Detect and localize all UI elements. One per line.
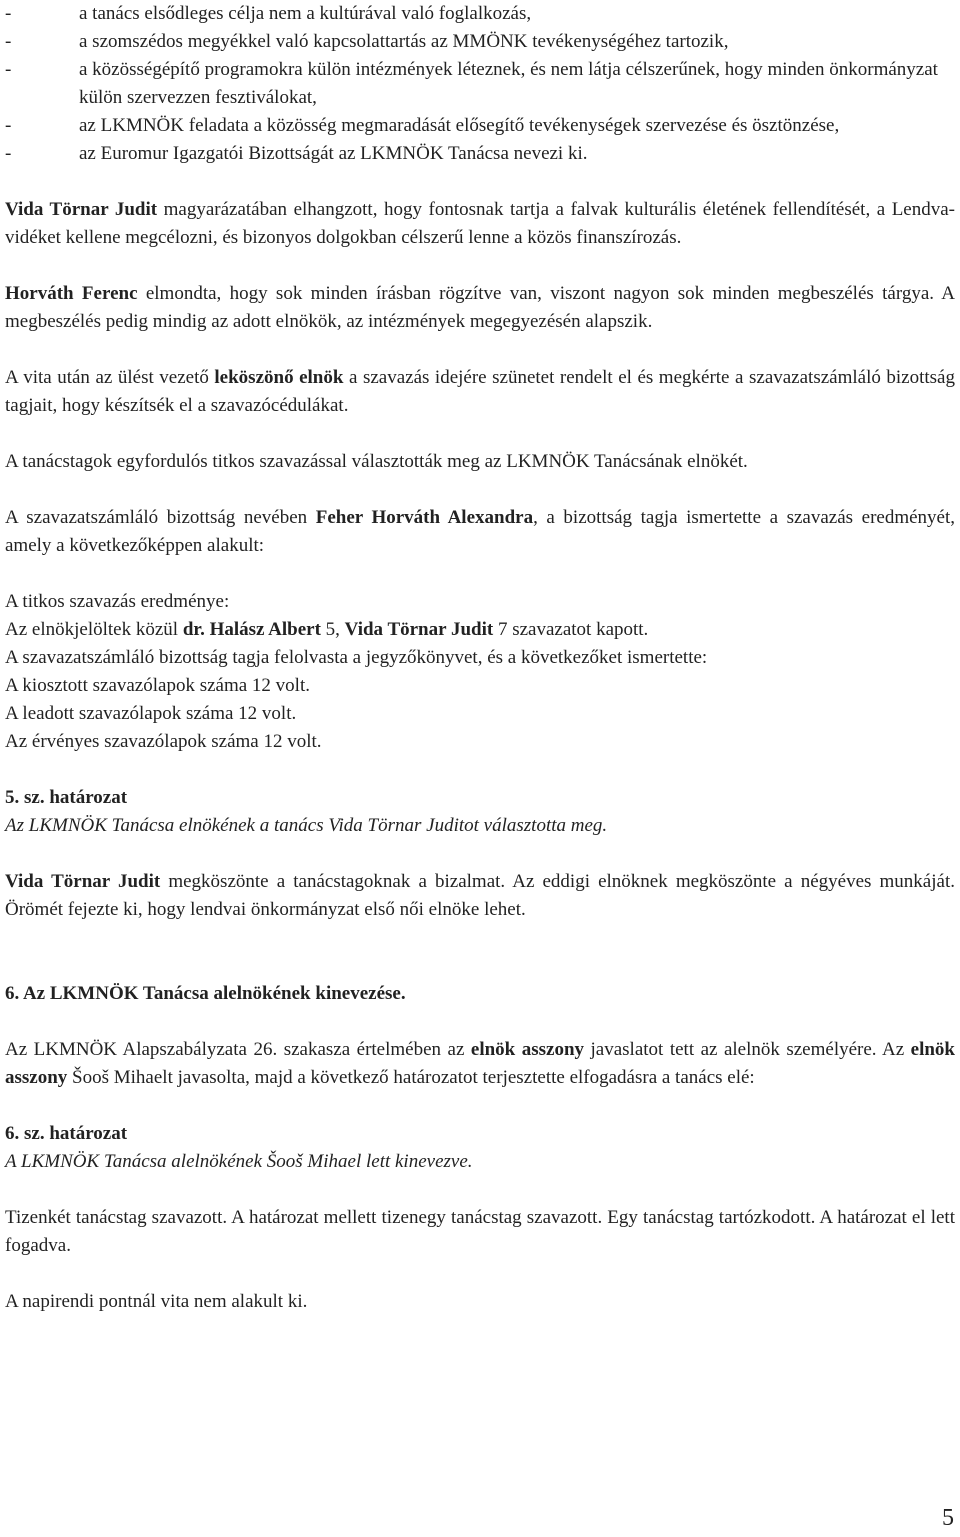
- results-heading: A titkos szavazás eredménye:: [5, 591, 230, 612]
- speaker-name: Vida Törnar Judit: [5, 871, 161, 892]
- paragraph-text: magyarázatában elhangzott, hogy fontosnak tartja a falvak kulturális életének fellendítését, a Lendva-vidéket kellene megcélozni, és bizonyos dolgokban célszerű lenne a közös finanszírozás.: [5, 199, 956, 248]
- bullet-text: a közösségépítő programokra külön intézmények léteznek, és nem látja célszerűnek, hogy minden önkormányzat külön szervezzen fesztiválokat,: [79, 59, 938, 108]
- speaker-name: Vida Törnar Judit: [5, 199, 158, 220]
- paragraph-text: Šooš Mihaelt javasolta, majd a következő határozatot terjesztette elfogadásra a tanács elé:: [67, 1067, 755, 1088]
- results-candidates: [5, 616, 955, 644]
- list-item: [5, 28, 955, 56]
- dash-marker: -: [5, 31, 12, 52]
- dash-marker: -: [5, 3, 12, 24]
- results-line: A szavazatszámláló bizottság tagja felolvasta a jegyzőkönyvet, és a következőket ismertette:: [5, 647, 708, 668]
- resolution-text: A LKMNÖK Tanácsa alelnökének Šooš Mihael lett kinevezve.: [5, 1151, 473, 1172]
- bold-term: elnök asszony: [5, 1039, 956, 1088]
- vote-results: [5, 588, 955, 756]
- bullet-text: az Euromur Igazgatói Bizottságát az LKMNÖK Tanácsa nevezi ki.: [79, 143, 588, 164]
- paragraph-break-announcement: [5, 364, 955, 420]
- paragraph-committee: [5, 504, 955, 560]
- paragraph-text: javaslatot tett az alelnök személyére. Az: [584, 1039, 911, 1060]
- results-line: A kiosztott szavazólapok száma 12 volt.: [5, 675, 310, 696]
- resolution-text: Az LKMNÖK Tanácsa elnökének a tanács Vida Törnar Juditot választotta meg.: [5, 815, 608, 836]
- bullet-text: a szomszédos megyékkel való kapcsolattartás az MMÖNK tevékenységéhez tartozik,: [79, 31, 729, 52]
- list-item: [5, 140, 955, 168]
- results-line: A leadott szavazólapok száma 12 volt.: [5, 703, 297, 724]
- candidate-name: dr. Halász Albert: [182, 619, 321, 640]
- paragraph-text: A vita után az ülést vezető: [5, 367, 215, 388]
- paragraph-horvath: [5, 280, 955, 336]
- document-page: [5, 0, 955, 1316]
- results-text: 7 szavazatot kapott.: [493, 619, 649, 640]
- paragraph-text: , a bizottság tagja ismertette a szavazás eredményét, amely a következőképpen alakult:: [5, 507, 956, 556]
- page-number: 5: [942, 1505, 954, 1531]
- dash-marker: -: [5, 59, 12, 80]
- results-line: Az érvényes szavazólapok száma 12 volt.: [5, 731, 322, 752]
- list-item: [5, 56, 955, 112]
- speaker-name: Horváth Ferenc: [5, 283, 138, 304]
- paragraph-no-debate: A napirendi pontnál vita nem alakult ki.: [5, 1291, 308, 1312]
- list-item: [5, 112, 955, 140]
- resolution-title: 5. sz. határozat: [5, 787, 128, 808]
- paragraph-text: Az LKMNÖK Alapszabályzata 26. szakasza értelmében az: [5, 1039, 471, 1060]
- paragraph-vida-explanation: [5, 196, 955, 252]
- paragraph-vote-summary: Tizenkét tanácstag szavazott. A határozat mellett tizenegy tanácstag szavazott. Egy tanácstag tartózkodott. A határozat el lett fogadva.: [5, 1207, 955, 1256]
- resolution-6: [5, 1120, 955, 1176]
- bold-term: elnök asszony: [470, 1039, 585, 1060]
- bullet-list: [5, 0, 955, 168]
- paragraph-text: a szavazás idejére szünetet rendelt el és megkérte a szavazatszámláló bizottság tagjait, hogy készítsék el a szavazócédulákat.: [5, 367, 955, 416]
- paragraph-text: elmondta, hogy sok minden írásban rögzítve van, viszont nagyon sok minden megbeszélés tárgya. A megbeszélés pedig mindig az adott elnökök, az intézmények megegyezésén alapszik.: [5, 283, 955, 332]
- paragraph-nomination: [5, 1036, 955, 1092]
- resolution-5: [5, 784, 955, 840]
- dash-marker: -: [5, 143, 12, 164]
- candidate-name: Vida Törnar Judit: [344, 619, 494, 640]
- paragraph-text: A szavazatszámláló bizottság nevében: [5, 507, 316, 528]
- bullet-text: a tanács elsődleges célja nem a kultúrával való foglalkozás,: [79, 3, 532, 24]
- bold-term: leköszönő elnök: [214, 367, 344, 388]
- list-item: [5, 0, 955, 28]
- results-text: 5,: [320, 619, 345, 640]
- resolution-title: 6. sz. határozat: [5, 1123, 128, 1144]
- speaker-name: Feher Horváth Alexandra: [315, 507, 534, 528]
- section-heading: 6. Az LKMNÖK Tanácsa alelnökének kinevezése.: [5, 983, 406, 1004]
- paragraph-text: megköszönte a tanácstagoknak a bizalmat. Az eddigi elnöknek megköszönte a négyéves munkáját. Örömét fejezte ki, hogy lendvai önkormányzat első női elnöke lehet.: [5, 871, 955, 920]
- bullet-text: az LKMNÖK feladata a közösség megmaradását elősegítő tevékenységek szervezése és ösztönzése,: [79, 115, 840, 136]
- paragraph-thanks: [5, 868, 955, 924]
- dash-marker: -: [5, 115, 12, 136]
- results-text: Az elnökjelöltek közül: [5, 619, 183, 640]
- paragraph-election: A tanácstagok egyfordulós titkos szavazással választották meg az LKMNÖK Tanácsának elnökét.: [5, 451, 748, 472]
